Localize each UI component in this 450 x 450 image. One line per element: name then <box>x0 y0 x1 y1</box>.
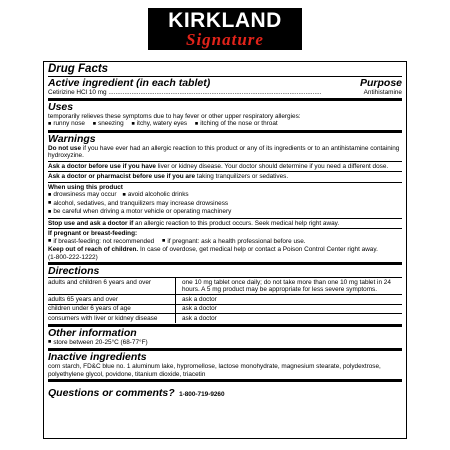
uses-item: ■ itching of the nose or throat <box>195 120 278 127</box>
directions-who: children under 6 years of age <box>48 304 176 314</box>
directions-who: adults 65 years and over <box>48 295 176 305</box>
inactive-ingredients-text: corn starch, FD&C blue no. 1 aluminum lake, hypromellose, lactose monohydrate, magnesium stearate, polydextrose, polyethylene glycol, povidone, titanium dioxide, triacetin <box>48 363 381 378</box>
inactive-ingredients-heading: Inactive ingredients <box>48 351 147 363</box>
questions-heading: Questions or comments? <box>48 387 175 399</box>
purpose-value: Antihistamine <box>363 89 402 96</box>
directions-who: adults and children 6 years and over <box>48 278 176 295</box>
uses-item: ■ runny nose <box>48 120 85 127</box>
directions-heading: Directions <box>48 265 100 277</box>
ask-pharmacist-warning: Ask a doctor or pharmacist before use if you are taking tranquilizers or sedatives. <box>48 173 289 180</box>
directions-what: one 10 mg tablet once daily; do not take more than one 10 mg tablet in 24 hours. A 5 mg product may be appropriate for less severe symptoms. <box>182 278 391 293</box>
do-not-use-warning: Do not use if you have ever had an allergic reaction to this product or any of its ingredients or to an antihistamine containing hydroxyzine. <box>48 144 400 159</box>
table-row <box>48 304 402 314</box>
questions-phone: 1-800-719-9260 <box>179 391 225 398</box>
when-using-list <box>48 191 402 217</box>
when-using-item: ■ drowsiness may occur <box>48 191 117 198</box>
uses-intro: temporarily relieves these symptoms due to hay fever or other upper respiratory allergies: <box>48 112 301 120</box>
directions-section <box>48 265 402 327</box>
active-ingredient-value: Cetirizine HCl 10 mg ........................................................................................................................ <box>48 89 322 96</box>
directions-who: consumers with liver or kidney disease <box>48 314 176 323</box>
warnings-heading: Warnings <box>48 132 96 145</box>
other-information-heading: Other information <box>48 326 137 339</box>
directions-what: ask a doctor <box>176 304 403 314</box>
warnings-section <box>48 133 402 266</box>
directions-what: ask a doctor <box>176 295 403 305</box>
directions-what: ask a doctor <box>176 314 403 323</box>
other-information-section <box>48 327 402 352</box>
table-row <box>48 295 402 305</box>
other-information-list <box>48 339 402 349</box>
table-row <box>48 278 402 295</box>
ask-doctor-warning: Ask a doctor before use if you have liver or kidney disease. Your doctor should determine if you need a different dose. <box>48 162 389 170</box>
when-using-heading: When using this product <box>48 183 123 191</box>
active-ingredient-heading: Active ingredient (in each tablet) <box>48 77 211 89</box>
pregnant-item: ■ if pregnant: ask a health professional before use. <box>162 238 306 245</box>
logo-brand-text: KIRKLAND <box>168 9 282 32</box>
uses-item: ■ itchy, watery eyes <box>131 120 187 127</box>
other-information-item: ■ store between 20-25°C (68-77°F) <box>48 339 148 346</box>
pregnant-item: ■ if breast-feeding: not recommended <box>48 238 154 245</box>
uses-heading: Uses <box>48 100 74 113</box>
kirkland-signature-logo <box>148 8 302 50</box>
uses-item: ■ sneezing <box>93 120 124 127</box>
pregnant-heading: If pregnant or breast-feeding: <box>48 230 138 237</box>
questions-section <box>48 382 402 401</box>
when-using-item: ■ be careful when driving a motor vehicle or operating machinery <box>48 208 231 215</box>
keep-out-of-reach-warning: Keep out of reach of children. In case of overdose, get medical help or contact a Poison Control Center right away. <box>48 246 378 253</box>
when-using-item: ■ avoid alcoholic drinks <box>123 191 189 198</box>
active-ingredient-section <box>48 77 402 101</box>
table-row <box>48 314 402 323</box>
stop-use-warning: Stop use and ask a doctor if an allergic reaction to this product occurs. Seek medical help right away. <box>48 219 340 227</box>
when-using-item: ■ alcohol, sedatives, and tranquilizers may increase drowsiness <box>48 200 228 207</box>
logo-signature-text: Signature <box>186 30 264 49</box>
inactive-ingredients-section <box>48 351 402 382</box>
pregnant-list <box>48 238 402 247</box>
purpose-heading: Purpose <box>359 77 402 89</box>
uses-section <box>48 101 402 133</box>
drug-facts-title: Drug Facts <box>48 62 402 77</box>
drug-facts-panel <box>43 61 407 439</box>
uses-list <box>48 120 402 130</box>
directions-table <box>48 278 402 323</box>
poison-control-phone: (1-800-222-1222) <box>48 253 98 261</box>
